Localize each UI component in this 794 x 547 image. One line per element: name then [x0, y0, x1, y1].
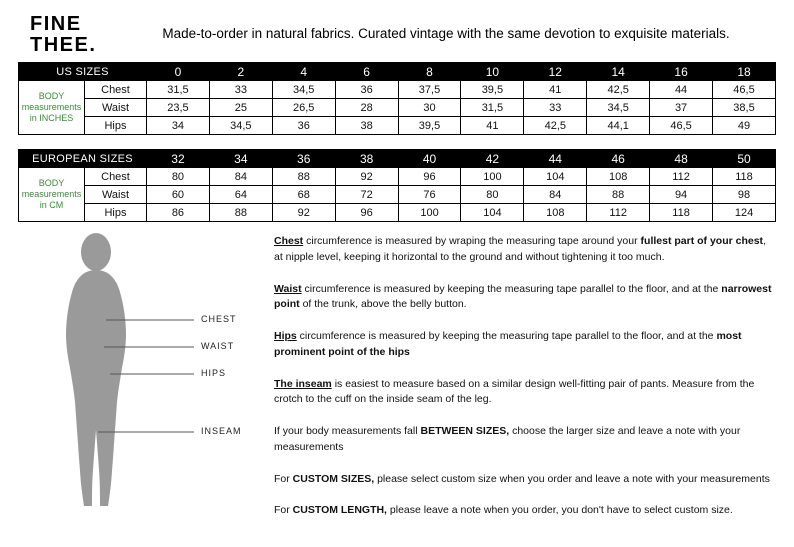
eu-size-header: 32	[147, 150, 210, 168]
eu-size-header: 42	[461, 150, 524, 168]
cell: 94	[650, 186, 713, 204]
instruction-text: is easiest to measure based on a similar design well-fitting pair of pants. Measure from the crotch to the cuff on the inside seam of the leg.	[274, 377, 755, 406]
cell: 108	[524, 204, 587, 222]
cell: 96	[398, 168, 461, 186]
note-bold: BETWEEN SIZES,	[420, 425, 510, 437]
eu-body-label-line: in CM	[39, 200, 64, 211]
instruction-text: , at nipple level, keeping it horizontal to the ground and without tightening it too much.	[274, 235, 766, 263]
cell: 28	[335, 99, 398, 117]
note-text: If your body measurements fall	[274, 425, 421, 437]
cell: 80	[147, 168, 210, 186]
cell: 46,5	[650, 117, 713, 135]
us-size-table-wrap	[0, 62, 794, 135]
cell: 34,5	[587, 99, 650, 117]
instruction-lead-inseam: The inseam	[274, 377, 332, 390]
us-size-header: 10	[461, 63, 524, 81]
cell: 44,1	[587, 117, 650, 135]
cell: 46,5	[713, 81, 776, 99]
cell: 92	[335, 168, 398, 186]
eu-size-header: 34	[209, 150, 272, 168]
page-header	[0, 0, 794, 62]
row-label-waist: Waist	[85, 99, 147, 117]
lower-section	[0, 222, 794, 535]
cell: 98	[713, 186, 776, 204]
cell: 36	[335, 81, 398, 99]
marker-label-hips: HIPS	[201, 368, 227, 378]
cell: 118	[650, 204, 713, 222]
cell: 60	[147, 186, 210, 204]
us-size-header: 4	[272, 63, 335, 81]
cell: 33	[524, 99, 587, 117]
us-size-header: 18	[713, 63, 776, 81]
us-size-header: 8	[398, 63, 461, 81]
cell: 104	[524, 168, 587, 186]
cell: 23,5	[147, 99, 210, 117]
cell: 37	[650, 99, 713, 117]
instruction-bold: narrowest point	[274, 282, 772, 311]
instruction-text: circumference is measured by keeping the measuring tape parallel to the floor, and at the	[301, 282, 722, 295]
row-label-waist: Waist	[85, 186, 147, 204]
cell: 100	[398, 204, 461, 222]
row-label-hips: Hips	[85, 204, 147, 222]
us-size-header: 12	[524, 63, 587, 81]
cell: 72	[335, 186, 398, 204]
us-body-label-line: BODY	[38, 90, 65, 101]
eu-size-header: 36	[272, 150, 335, 168]
table-row	[19, 99, 776, 117]
cell: 104	[461, 204, 524, 222]
cell: 100	[461, 168, 524, 186]
cell: 33	[209, 81, 272, 99]
eu-size-table	[18, 149, 776, 222]
instruction-chest	[274, 234, 776, 266]
cell: 112	[587, 204, 650, 222]
cell: 112	[650, 168, 713, 186]
cell: 80	[461, 186, 524, 204]
us-sizes-title: US SIZES	[19, 63, 147, 81]
us-size-table	[18, 62, 776, 135]
cell: 34,5	[272, 81, 335, 99]
marker-label-chest: CHEST	[201, 314, 237, 324]
table-row	[19, 186, 776, 204]
cell: 76	[398, 186, 461, 204]
us-size-header: 0	[147, 63, 210, 81]
brand-line-2: THEE.	[30, 34, 97, 56]
cell: 118	[713, 168, 776, 186]
row-label-hips: Hips	[85, 117, 147, 135]
instruction-bold: fullest part of your chest	[640, 235, 764, 247]
eu-size-header: 38	[335, 150, 398, 168]
brand-line-1: FINE	[30, 13, 82, 35]
instruction-text: circumference is measured by keeping the measuring tape parallel to the floor, and at the	[296, 330, 717, 342]
us-size-header: 6	[335, 63, 398, 81]
marker-label-inseam: INSEAM	[201, 426, 242, 436]
cell: 31,5	[461, 99, 524, 117]
note-between-sizes	[274, 424, 776, 456]
cell: 41	[461, 117, 524, 135]
body-figure-diagram	[18, 230, 268, 515]
cell: 38	[335, 117, 398, 135]
table-row	[19, 81, 776, 99]
note-text: For	[274, 472, 293, 485]
cell: 92	[272, 204, 335, 222]
instruction-inseam	[274, 377, 776, 409]
instruction-lead-chest: Chest	[274, 235, 304, 247]
us-body-label	[19, 81, 85, 135]
instruction-lead-waist: Waist	[274, 282, 302, 295]
note-text: please select custom size when you order and leave a note with your measurements	[374, 472, 770, 485]
table-row	[19, 150, 776, 168]
eu-size-header: 44	[524, 150, 587, 168]
row-label-chest: Chest	[85, 81, 147, 99]
cell: 39,5	[398, 117, 461, 135]
us-size-header: 14	[587, 63, 650, 81]
eu-size-header: 50	[713, 150, 776, 168]
cell: 86	[147, 204, 210, 222]
cell: 68	[272, 186, 335, 204]
us-size-header: 16	[650, 63, 713, 81]
cell: 124	[713, 204, 776, 222]
eu-size-table-wrap	[0, 149, 794, 222]
note-text: choose the larger size and leave a note with your measurements	[274, 425, 741, 453]
instructions-column	[268, 230, 776, 535]
note-text: For	[274, 504, 293, 517]
figure-column	[18, 230, 268, 510]
eu-size-header: 48	[650, 150, 713, 168]
table-row	[19, 117, 776, 135]
note-custom-length	[274, 503, 776, 519]
us-body-label-line: measurements	[21, 101, 82, 112]
us-body-label-line: in INCHES	[29, 113, 74, 124]
cell: 64	[209, 186, 272, 204]
female-silhouette-icon	[66, 233, 126, 506]
eu-size-header: 40	[398, 150, 461, 168]
cell: 34,5	[209, 117, 272, 135]
cell: 39,5	[461, 81, 524, 99]
row-label-chest: Chest	[85, 168, 147, 186]
cell: 38,5	[713, 99, 776, 117]
cell: 84	[209, 168, 272, 186]
us-size-header: 2	[209, 63, 272, 81]
eu-size-header: 46	[587, 150, 650, 168]
marker-label-waist: WAIST	[201, 341, 235, 351]
cell: 31,5	[147, 81, 210, 99]
tagline: Made-to-order in natural fabrics. Curated vintage with the same devotion to exquisite materials.	[162, 26, 730, 41]
cell: 26,5	[272, 99, 335, 117]
note-text: please leave a note when you order, you don't have to select custom size.	[386, 504, 733, 517]
eu-body-label-line: measurements	[21, 188, 82, 199]
cell: 41	[524, 81, 587, 99]
table-row	[19, 63, 776, 81]
instruction-text: circumference is measured by wraping the measuring tape around your	[303, 235, 641, 247]
note-bold: CUSTOM LENGTH,	[292, 504, 387, 517]
eu-body-label-line: BODY	[38, 177, 65, 188]
cell: 44	[650, 81, 713, 99]
cell: 37,5	[398, 81, 461, 99]
note-custom-sizes	[274, 472, 776, 488]
instruction-waist	[274, 282, 776, 314]
instruction-lead-hips: Hips	[274, 330, 297, 342]
cell: 88	[587, 186, 650, 204]
cell: 96	[335, 204, 398, 222]
cell: 42,5	[524, 117, 587, 135]
eu-body-label	[19, 168, 85, 222]
note-bold: CUSTOM SIZES,	[292, 472, 375, 485]
eu-sizes-title: EUROPEAN SIZES	[19, 150, 147, 168]
cell: 34	[147, 117, 210, 135]
instruction-bold: most prominent point of the hips	[274, 330, 742, 358]
cell: 30	[398, 99, 461, 117]
instruction-hips	[274, 329, 776, 361]
cell: 88	[209, 204, 272, 222]
cell: 84	[524, 186, 587, 204]
cell: 49	[713, 117, 776, 135]
cell: 36	[272, 117, 335, 135]
cell: 25	[209, 99, 272, 117]
cell: 42,5	[587, 81, 650, 99]
table-row	[19, 168, 776, 186]
cell: 108	[587, 168, 650, 186]
brand-logo	[0, 14, 118, 56]
instruction-text: of the trunk, above the belly button.	[299, 298, 467, 311]
cell: 88	[272, 168, 335, 186]
table-gap	[0, 135, 794, 149]
table-row	[19, 204, 776, 222]
